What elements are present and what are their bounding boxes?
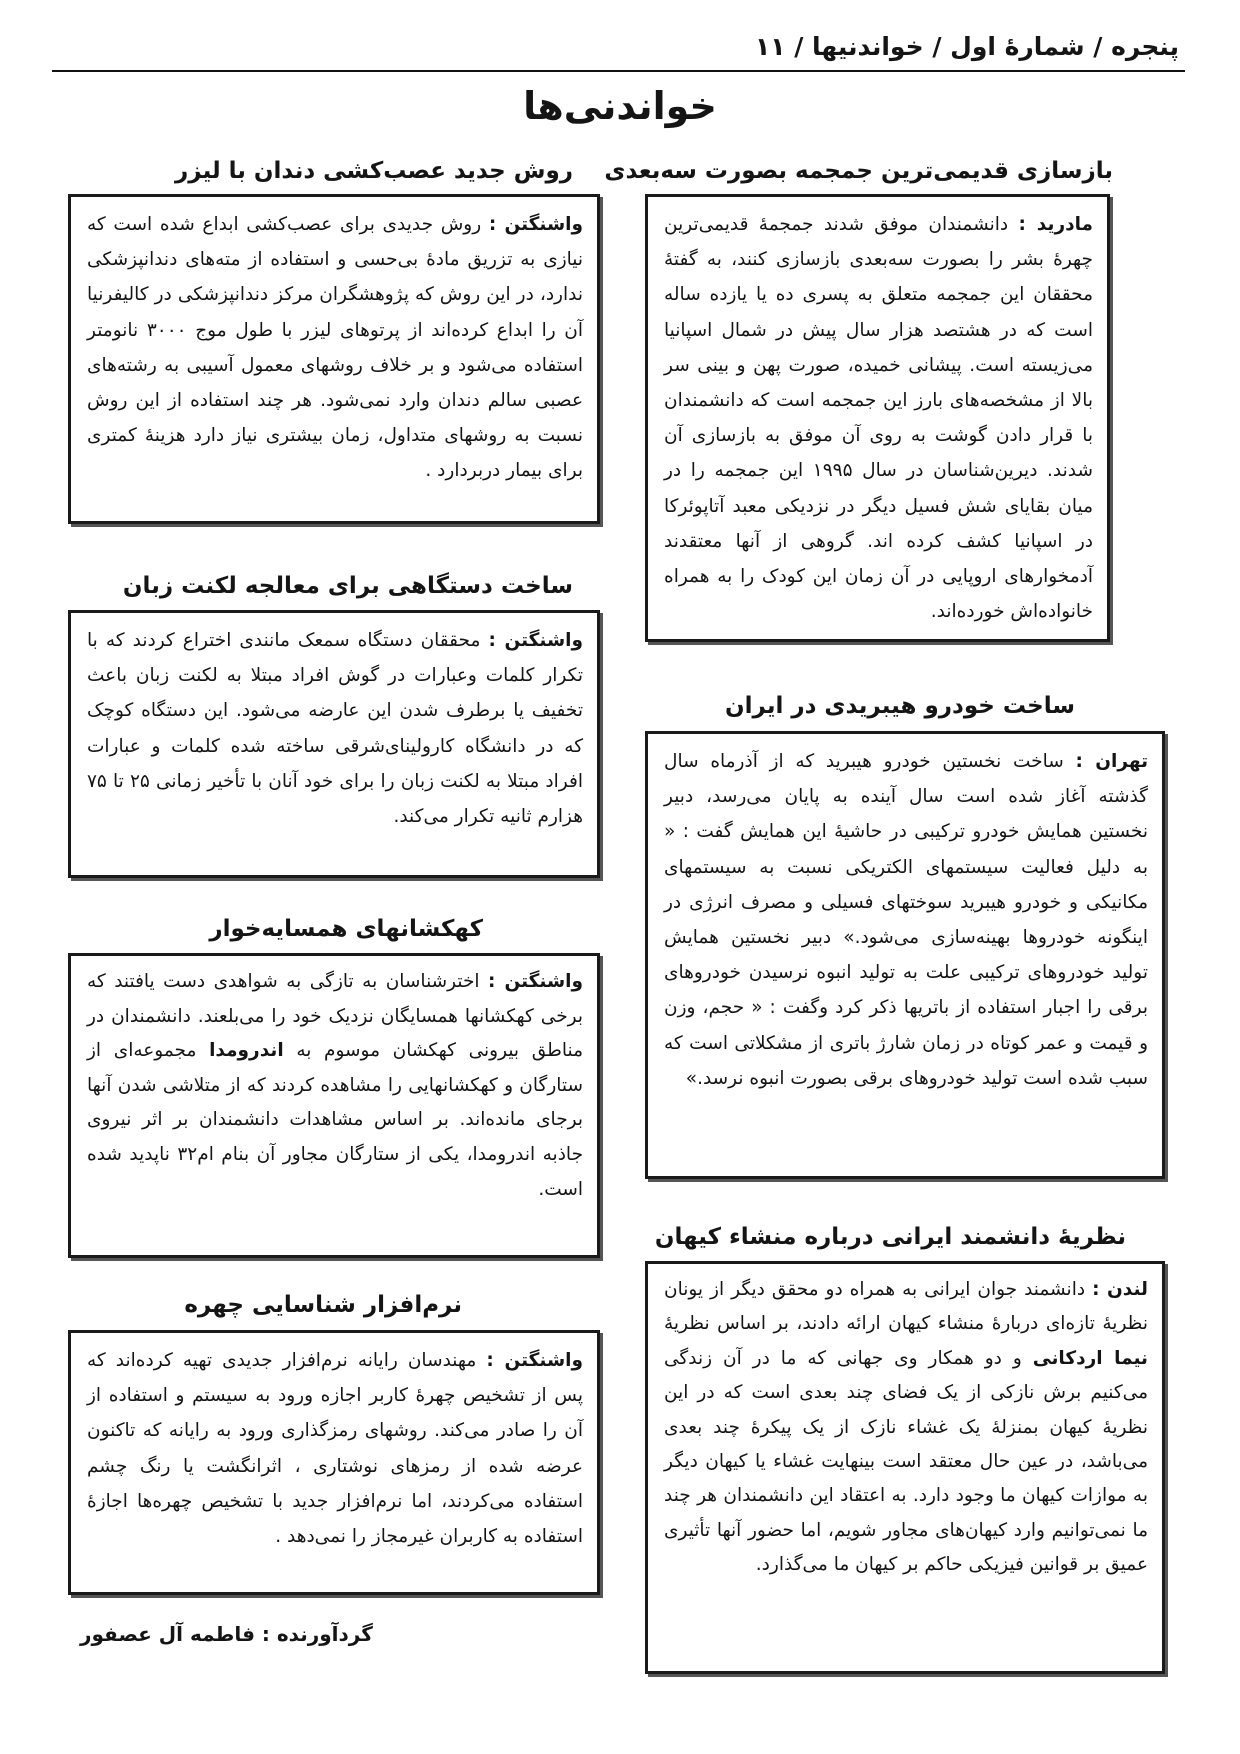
compiler-credit: گردآورنده : فاطمه آل عصفور <box>80 1622 373 1646</box>
article-text-laser <box>87 207 583 489</box>
article-text-galaxies <box>87 965 583 1207</box>
article-box-galaxies <box>68 953 600 1258</box>
headline-hybrid: ساخت خودرو هیبریدی در ایران <box>725 693 1075 719</box>
article-body: ساخت نخستین خودرو هیبرید که از آذرماه سال گذشته آغاز شده است سال آینده به پایان می‌رسد، دبیر نخستین همایش خودرو ترکیبی در حاشیهٔ این همایش گفت : « به دلیل فعالیت سیستمهای الکتریکی نسبت به سیستمهای مکانیکی و خودرو هیبرید سوختهای فسیلی و مصرف انرژی در اینگونه خودروها بهینه‌سازی می‌شود.» دبیر نخستین همایش تولید خودروهای ترکیبی علت به تولید انبوه نرسیدن خودروهای برقی را اجبار استفاده از باتریها ذکر کرد وگفت : « حجم، وزن و قیمت و عمر کوتاه در زمان شارژ باتری از مشکلاتی است که سبب شده است تولید خودروهای برقی بصورت انبوه نرسد.» <box>664 751 1148 1089</box>
dateline: لندن : <box>1092 1279 1148 1300</box>
article-box-laser <box>68 194 600 524</box>
article-box-face <box>68 1330 600 1595</box>
dateline: واشنگتن : <box>486 1350 583 1371</box>
headline-laser: روش جدید عصب‌کشی دندان با لیزر <box>175 158 573 184</box>
headline-face: نرم‌افزار شناسایی چهره <box>184 1292 462 1318</box>
article-body: محققان دستگاه سمعک مانندی اختراع کردند که با تکرار کلمات وعبارات در گوش افراد مبتلا به لکنت زبان باعث تخفیف یا برطرف شدن این عارضه می‌شود. این دستگاه کوچک که در دانشگاه کارولینای‌شرقی ساخته شده کلمات و عبارات افراد مبتلا به لکنت زبان را برای خود آنان با تأخیر زمانی ۲۵ تا ۷۵ هزارم ثانیه تکرار می‌کند. <box>87 630 583 828</box>
dateline: واشنگتن : <box>488 971 583 992</box>
page-header <box>52 26 1185 72</box>
article-box-hybrid <box>645 731 1165 1179</box>
article-box-stutter <box>68 610 600 878</box>
article-text-face <box>87 1343 583 1554</box>
article-body: دانشمندان موفق شدند جمجمهٔ قدیمی‌ترین چهرهٔ بشر را بصورت سه‌بعدی بازسازی کنند، به گفتهٔ محققان این جمجمه متعلق به پسری ده یا یازده ساله است که در هشتصد هزار سال پیش در شمال اسپانیا می‌زیسته است. پیشانی خمیده، صورت پهن و بینی سر بالا از مشخصه‌های بارز این جمجمه است که دانشمندان با قرار دادن گوشت به روی آن موفق به بازسازی آن شدند. دیرین‌شناسان در سال ۱۹۹۵ این جمجمه را در میان بقایای شش فسیل دیگر در نزدیکی معبد آتاپوئرکا در اسپانیا کشف کرده اند. گروهی از آنها معتقدند آدمخوارهای اروپایی در آن زمان این کودک را به همراه خانواده‌اش خورده‌اند. <box>664 214 1094 623</box>
dateline: واشنگتن : <box>488 214 583 235</box>
article-text-hybrid <box>664 744 1148 1096</box>
article-emphasis: اندرومدا <box>209 1040 284 1062</box>
article-body-start: دانشمند جوان ایرانی به همراه دو محقق دیگر از یونان نظریهٔ تازه‌ای دربارهٔ منشاء کیهان ارائه دادند، بر اساس نظریهٔ <box>664 1279 1148 1335</box>
section-title: خواندنی‌ها <box>523 84 717 128</box>
article-body-end: مجموعه‌ای از ستارگان و کهکشانهایی را مشاهده کردند که از متلاشی شدن آنها برجای مانده‌اند. بر اساس مشاهدات دانشمندان بر اثر نیروی جاذبه اندرومدا، یکی از ستارگان مجاور آن بنام ام۳۲ ناپدید شده است. <box>87 1040 584 1200</box>
headline-skull: بازسازی قدیمی‌ترین جمجمه بصورت سه‌بعدی <box>604 158 1113 184</box>
article-emphasis: نیما اردکانی <box>1032 1347 1148 1369</box>
article-body-end: و دو همکار وی جهانی که ما در آن زندگی می‌کنیم برش نازکی از یک فضای چند بعدی است که در این نظریهٔ کیهان بمنزلهٔ یک غشاء نازک از یک پیکرهٔ چند بعدی می‌باشد، در عین حال معتقد است بینهایت غشاء یا کیهان دیگر به موازات کیهان ما وجود دارد. به اعتقاد این دانشمندان هر چند ما نمی‌توانیم وارد کیهان‌های مجاور شویم، اما حضور آنها تأثیری عمیق بر قوانین فیزیکی حاکم بر کیهان ما می‌گذارد. <box>664 1347 1148 1576</box>
headline-universe: نظریهٔ دانشمند ایرانی درباره منشاء کیهان <box>654 1224 1126 1250</box>
dateline: واشنگتن : <box>488 630 583 651</box>
article-text-skull <box>664 207 1093 629</box>
running-head: پنجره / شمارهٔ اول / خواندنیها / ۱۱ <box>754 32 1179 61</box>
article-box-universe <box>645 1261 1165 1674</box>
headline-stutter: ساخت دستگاهی برای معالجه لکنت زبان <box>122 573 573 599</box>
headline-galaxies: کهکشانهای همسایه‌خوار <box>209 916 483 942</box>
article-box-skull <box>645 194 1110 642</box>
article-body: مهندسان رایانه نرم‌افزار جدیدی تهیه کرده‌اند که پس از تشخیص چهرهٔ کاربر اجازه ورود به سیستم و استفاده از آن را صادر می‌کند. روشهای رمزگذاری ورود به رایانه که تاکنون عرضه شده از رمزهای نوشتاری ، اثرانگشت یا رنگ چشم استفاده می‌کردند، اما نرم‌افزار جدید با تشخیص چهره‌ها اجازهٔ استفاده به کاربران غیرمجاز را نمی‌دهد . <box>87 1350 583 1548</box>
article-text-universe <box>664 1273 1148 1583</box>
dateline: مادرید : <box>1018 214 1093 235</box>
dateline: تهران : <box>1075 751 1149 772</box>
article-body: روش جدیدی برای عصب‌کشی ابداع شده است که نیازی به تزریق مادهٔ بی‌حسی و استفاده از مته‌های دندانپزشکی ندارد، در این روش که پژوهشگران مرکز دندانپزشکی در کالیفرنیا آن را ابداع کرده‌اند از پرتوهای لیزر با طول موج ۳۰۰۰ نانومتر استفاده می‌شود و بر خلاف روشهای معمول آسیبی به رشته‌های عصبی سالم دندان وارد نمی‌شود. هر چند استفاده از این روش نسبت به روشهای متداول، زمان بیشتری نیاز دارد هزینهٔ کمتری برای بیمار دربردارد . <box>87 214 584 482</box>
article-text-stutter <box>87 623 583 834</box>
article-body-start: اخترشناسان به تازگی به شواهدی دست یافتند که برخی کهکشانها همسایگان نزدیک خود را می‌بلعند. دانشمندان در مناطق بیرونی کهکشان موسوم به <box>87 971 583 1062</box>
